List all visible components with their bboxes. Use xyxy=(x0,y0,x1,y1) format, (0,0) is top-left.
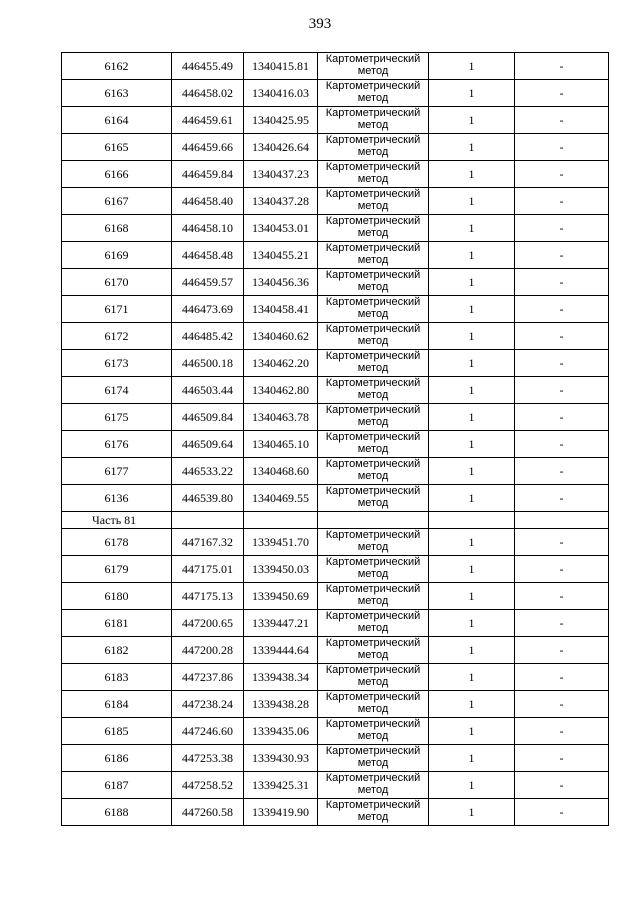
method-line-1: Картометрический xyxy=(325,242,421,254)
method-cell xyxy=(318,242,429,269)
table-row xyxy=(62,188,609,215)
point-number-cell: 6179 xyxy=(62,556,172,583)
method-line-1: Картометрический xyxy=(325,323,421,335)
x-coordinate-cell: 447175.01 xyxy=(172,556,244,583)
table-row xyxy=(62,431,609,458)
note-cell: - xyxy=(515,404,609,431)
method-cell xyxy=(318,799,429,826)
table-row xyxy=(62,296,609,323)
table-row xyxy=(62,529,609,556)
note-cell: - xyxy=(515,377,609,404)
point-number-cell: 6184 xyxy=(62,691,172,718)
accuracy-cell: 1 xyxy=(429,269,515,296)
method-line-2: метод xyxy=(357,173,389,185)
table-row xyxy=(62,583,609,610)
y-coordinate-cell: 1340426.64 xyxy=(244,134,318,161)
table-row xyxy=(62,691,609,718)
method-cell xyxy=(318,53,429,80)
method-line-1: Картометрический xyxy=(325,215,421,227)
method-line-2: метод xyxy=(357,649,389,661)
accuracy-cell: 1 xyxy=(429,772,515,799)
x-coordinate-cell: 447253.38 xyxy=(172,745,244,772)
table-row xyxy=(62,134,609,161)
coordinates-table-body xyxy=(62,53,609,826)
accuracy-cell: 1 xyxy=(429,323,515,350)
accuracy-cell: 1 xyxy=(429,296,515,323)
y-coordinate-cell: 1340469.55 xyxy=(244,485,318,512)
note-cell: - xyxy=(515,323,609,350)
method-cell xyxy=(318,404,429,431)
method-line-1: Картометрический xyxy=(325,107,421,119)
note-cell: - xyxy=(515,188,609,215)
method-cell xyxy=(318,458,429,485)
accuracy-cell: 1 xyxy=(429,404,515,431)
note-cell: - xyxy=(515,431,609,458)
method-line-2: метод xyxy=(357,119,389,131)
method-cell xyxy=(318,431,429,458)
method-cell xyxy=(318,583,429,610)
accuracy-cell: 1 xyxy=(429,161,515,188)
table-row xyxy=(62,350,609,377)
method-line-2: метод xyxy=(357,146,389,158)
x-coordinate-cell: 447175.13 xyxy=(172,583,244,610)
table-row xyxy=(62,215,609,242)
method-line-2: метод xyxy=(357,497,389,509)
method-line-2: метод xyxy=(357,416,389,428)
method-line-2: метод xyxy=(357,470,389,482)
x-coordinate-cell: 447237.86 xyxy=(172,664,244,691)
accuracy-cell: 1 xyxy=(429,134,515,161)
method-line-1: Картометрический xyxy=(325,377,421,389)
method-cell xyxy=(318,610,429,637)
point-number-cell: 6187 xyxy=(62,772,172,799)
table-row xyxy=(62,458,609,485)
method-line-2: метод xyxy=(357,254,389,266)
method-line-1: Картометрический xyxy=(325,404,421,416)
method-cell xyxy=(318,377,429,404)
note-cell: - xyxy=(515,242,609,269)
accuracy-cell: 1 xyxy=(429,107,515,134)
accuracy-cell: 1 xyxy=(429,556,515,583)
table-row xyxy=(62,799,609,826)
section-empty-cell xyxy=(318,512,429,529)
method-line-2: метод xyxy=(357,730,389,742)
note-cell: - xyxy=(515,296,609,323)
y-coordinate-cell: 1339425.31 xyxy=(244,772,318,799)
method-line-2: метод xyxy=(357,784,389,796)
accuracy-cell: 1 xyxy=(429,431,515,458)
x-coordinate-cell: 446458.02 xyxy=(172,80,244,107)
method-line-1: Картометрический xyxy=(325,772,421,784)
method-cell xyxy=(318,80,429,107)
point-number-cell: 6172 xyxy=(62,323,172,350)
method-line-2: метод xyxy=(357,757,389,769)
y-coordinate-cell: 1339430.93 xyxy=(244,745,318,772)
note-cell: - xyxy=(515,350,609,377)
method-line-2: метод xyxy=(357,92,389,104)
note-cell: - xyxy=(515,556,609,583)
y-coordinate-cell: 1339450.69 xyxy=(244,583,318,610)
x-coordinate-cell: 446485.42 xyxy=(172,323,244,350)
table-row xyxy=(62,745,609,772)
table-row xyxy=(62,323,609,350)
y-coordinate-cell: 1339450.03 xyxy=(244,556,318,583)
method-line-2: метод xyxy=(357,200,389,212)
table-row xyxy=(62,664,609,691)
method-line-1: Картометрический xyxy=(325,80,421,92)
method-line-2: метод xyxy=(357,308,389,320)
x-coordinate-cell: 447260.58 xyxy=(172,799,244,826)
accuracy-cell: 1 xyxy=(429,529,515,556)
y-coordinate-cell: 1339451.70 xyxy=(244,529,318,556)
table-row xyxy=(62,107,609,134)
y-coordinate-cell: 1340456.36 xyxy=(244,269,318,296)
x-coordinate-cell: 446459.66 xyxy=(172,134,244,161)
accuracy-cell: 1 xyxy=(429,718,515,745)
x-coordinate-cell: 447200.65 xyxy=(172,610,244,637)
note-cell: - xyxy=(515,458,609,485)
y-coordinate-cell: 1339435.06 xyxy=(244,718,318,745)
accuracy-cell: 1 xyxy=(429,188,515,215)
point-number-cell: 6177 xyxy=(62,458,172,485)
y-coordinate-cell: 1340453.01 xyxy=(244,215,318,242)
accuracy-cell: 1 xyxy=(429,745,515,772)
method-line-2: метод xyxy=(357,227,389,239)
y-coordinate-cell: 1339438.28 xyxy=(244,691,318,718)
section-empty-cell xyxy=(244,512,318,529)
point-number-cell: 6136 xyxy=(62,485,172,512)
section-row xyxy=(62,512,609,529)
method-cell xyxy=(318,745,429,772)
table-row xyxy=(62,404,609,431)
note-cell: - xyxy=(515,772,609,799)
y-coordinate-cell: 1340425.95 xyxy=(244,107,318,134)
note-cell: - xyxy=(515,529,609,556)
table-row xyxy=(62,269,609,296)
accuracy-cell: 1 xyxy=(429,664,515,691)
method-line-1: Картометрический xyxy=(325,161,421,173)
x-coordinate-cell: 446459.84 xyxy=(172,161,244,188)
point-number-cell: 6169 xyxy=(62,242,172,269)
point-number-cell: 6181 xyxy=(62,610,172,637)
y-coordinate-cell: 1340437.23 xyxy=(244,161,318,188)
method-cell xyxy=(318,215,429,242)
note-cell: - xyxy=(515,664,609,691)
y-coordinate-cell: 1339447.21 xyxy=(244,610,318,637)
method-cell xyxy=(318,485,429,512)
accuracy-cell: 1 xyxy=(429,583,515,610)
accuracy-cell: 1 xyxy=(429,53,515,80)
method-line-1: Картометрический xyxy=(325,583,421,595)
y-coordinate-cell: 1339419.90 xyxy=(244,799,318,826)
method-line-1: Картометрический xyxy=(325,431,421,443)
x-coordinate-cell: 446458.48 xyxy=(172,242,244,269)
method-line-1: Картометрический xyxy=(325,296,421,308)
section-empty-cell xyxy=(515,512,609,529)
method-cell xyxy=(318,107,429,134)
y-coordinate-cell: 1340460.62 xyxy=(244,323,318,350)
method-line-1: Картометрический xyxy=(325,529,421,541)
point-number-cell: 6164 xyxy=(62,107,172,134)
y-coordinate-cell: 1340465.10 xyxy=(244,431,318,458)
method-line-2: метод xyxy=(357,703,389,715)
y-coordinate-cell: 1340415.81 xyxy=(244,53,318,80)
method-cell xyxy=(318,350,429,377)
note-cell: - xyxy=(515,610,609,637)
table-row xyxy=(62,485,609,512)
x-coordinate-cell: 446533.22 xyxy=(172,458,244,485)
x-coordinate-cell: 446503.44 xyxy=(172,377,244,404)
method-line-1: Картометрический xyxy=(325,799,421,811)
note-cell: - xyxy=(515,637,609,664)
table-row xyxy=(62,242,609,269)
accuracy-cell: 1 xyxy=(429,691,515,718)
point-number-cell: 6183 xyxy=(62,664,172,691)
x-coordinate-cell: 446459.61 xyxy=(172,107,244,134)
x-coordinate-cell: 446459.57 xyxy=(172,269,244,296)
accuracy-cell: 1 xyxy=(429,377,515,404)
method-line-1: Картометрический xyxy=(325,610,421,622)
table-row xyxy=(62,377,609,404)
accuracy-cell: 1 xyxy=(429,80,515,107)
method-line-2: метод xyxy=(357,362,389,374)
method-cell xyxy=(318,161,429,188)
method-line-1: Картометрический xyxy=(325,485,421,497)
accuracy-cell: 1 xyxy=(429,637,515,664)
note-cell: - xyxy=(515,718,609,745)
point-number-cell: 6165 xyxy=(62,134,172,161)
coordinates-table xyxy=(61,52,609,826)
method-cell xyxy=(318,296,429,323)
accuracy-cell: 1 xyxy=(429,242,515,269)
point-number-cell: 6168 xyxy=(62,215,172,242)
point-number-cell: 6175 xyxy=(62,404,172,431)
method-line-2: метод xyxy=(357,622,389,634)
accuracy-cell: 1 xyxy=(429,799,515,826)
accuracy-cell: 1 xyxy=(429,350,515,377)
note-cell: - xyxy=(515,485,609,512)
point-number-cell: 6163 xyxy=(62,80,172,107)
point-number-cell: 6167 xyxy=(62,188,172,215)
x-coordinate-cell: 447200.28 xyxy=(172,637,244,664)
x-coordinate-cell: 446473.69 xyxy=(172,296,244,323)
method-cell xyxy=(318,637,429,664)
y-coordinate-cell: 1339444.64 xyxy=(244,637,318,664)
point-number-cell: 6182 xyxy=(62,637,172,664)
y-coordinate-cell: 1339438.34 xyxy=(244,664,318,691)
method-line-2: метод xyxy=(357,541,389,553)
note-cell: - xyxy=(515,215,609,242)
x-coordinate-cell: 446539.80 xyxy=(172,485,244,512)
x-coordinate-cell: 447238.24 xyxy=(172,691,244,718)
note-cell: - xyxy=(515,799,609,826)
method-line-1: Картометрический xyxy=(325,458,421,470)
point-number-cell: 6185 xyxy=(62,718,172,745)
y-coordinate-cell: 1340416.03 xyxy=(244,80,318,107)
accuracy-cell: 1 xyxy=(429,485,515,512)
table-row xyxy=(62,53,609,80)
x-coordinate-cell: 447246.60 xyxy=(172,718,244,745)
method-line-2: метод xyxy=(357,65,389,77)
y-coordinate-cell: 1340462.20 xyxy=(244,350,318,377)
y-coordinate-cell: 1340462.80 xyxy=(244,377,318,404)
method-line-1: Картометрический xyxy=(325,691,421,703)
y-coordinate-cell: 1340463.78 xyxy=(244,404,318,431)
point-number-cell: 6176 xyxy=(62,431,172,458)
section-empty-cell xyxy=(429,512,515,529)
table-row xyxy=(62,718,609,745)
section-label: Часть 81 xyxy=(62,512,172,529)
note-cell: - xyxy=(515,53,609,80)
y-coordinate-cell: 1340455.21 xyxy=(244,242,318,269)
x-coordinate-cell: 447258.52 xyxy=(172,772,244,799)
method-line-2: метод xyxy=(357,676,389,688)
point-number-cell: 6178 xyxy=(62,529,172,556)
method-cell xyxy=(318,269,429,296)
method-line-1: Картометрический xyxy=(325,188,421,200)
method-cell xyxy=(318,134,429,161)
note-cell: - xyxy=(515,269,609,296)
x-coordinate-cell: 446500.18 xyxy=(172,350,244,377)
table-row xyxy=(62,772,609,799)
method-line-1: Картометрический xyxy=(325,556,421,568)
point-number-cell: 6173 xyxy=(62,350,172,377)
method-cell xyxy=(318,556,429,583)
method-cell xyxy=(318,529,429,556)
x-coordinate-cell: 446509.84 xyxy=(172,404,244,431)
method-line-1: Картометрический xyxy=(325,664,421,676)
method-line-2: метод xyxy=(357,281,389,293)
point-number-cell: 6174 xyxy=(62,377,172,404)
note-cell: - xyxy=(515,107,609,134)
accuracy-cell: 1 xyxy=(429,610,515,637)
x-coordinate-cell: 446458.10 xyxy=(172,215,244,242)
y-coordinate-cell: 1340458.41 xyxy=(244,296,318,323)
x-coordinate-cell: 447167.32 xyxy=(172,529,244,556)
method-line-2: метод xyxy=(357,443,389,455)
note-cell: - xyxy=(515,745,609,772)
point-number-cell: 6166 xyxy=(62,161,172,188)
method-line-2: метод xyxy=(357,568,389,580)
method-line-1: Картометрический xyxy=(325,53,421,65)
y-coordinate-cell: 1340437.28 xyxy=(244,188,318,215)
table-row xyxy=(62,161,609,188)
method-cell xyxy=(318,188,429,215)
section-empty-cell xyxy=(172,512,244,529)
method-line-2: метод xyxy=(357,389,389,401)
method-line-2: метод xyxy=(357,335,389,347)
note-cell: - xyxy=(515,80,609,107)
method-line-2: метод xyxy=(357,595,389,607)
table-row xyxy=(62,637,609,664)
method-line-1: Картометрический xyxy=(325,637,421,649)
note-cell: - xyxy=(515,134,609,161)
note-cell: - xyxy=(515,583,609,610)
table-row xyxy=(62,610,609,637)
point-number-cell: 6188 xyxy=(62,799,172,826)
y-coordinate-cell: 1340468.60 xyxy=(244,458,318,485)
table-row xyxy=(62,556,609,583)
accuracy-cell: 1 xyxy=(429,215,515,242)
table-row xyxy=(62,80,609,107)
note-cell: - xyxy=(515,161,609,188)
point-number-cell: 6180 xyxy=(62,583,172,610)
method-cell xyxy=(318,664,429,691)
note-cell: - xyxy=(515,691,609,718)
page-number: 393 xyxy=(308,16,332,32)
method-line-1: Картометрический xyxy=(325,350,421,362)
method-cell xyxy=(318,718,429,745)
method-cell xyxy=(318,772,429,799)
method-line-1: Картометрический xyxy=(325,134,421,146)
point-number-cell: 6170 xyxy=(62,269,172,296)
point-number-cell: 6162 xyxy=(62,53,172,80)
method-line-1: Картометрический xyxy=(325,269,421,281)
x-coordinate-cell: 446455.49 xyxy=(172,53,244,80)
method-line-2: метод xyxy=(357,811,389,823)
method-line-1: Картометрический xyxy=(325,745,421,757)
method-cell xyxy=(318,691,429,718)
point-number-cell: 6171 xyxy=(62,296,172,323)
method-cell xyxy=(318,323,429,350)
x-coordinate-cell: 446509.64 xyxy=(172,431,244,458)
method-line-1: Картометрический xyxy=(325,718,421,730)
point-number-cell: 6186 xyxy=(62,745,172,772)
accuracy-cell: 1 xyxy=(429,458,515,485)
x-coordinate-cell: 446458.40 xyxy=(172,188,244,215)
